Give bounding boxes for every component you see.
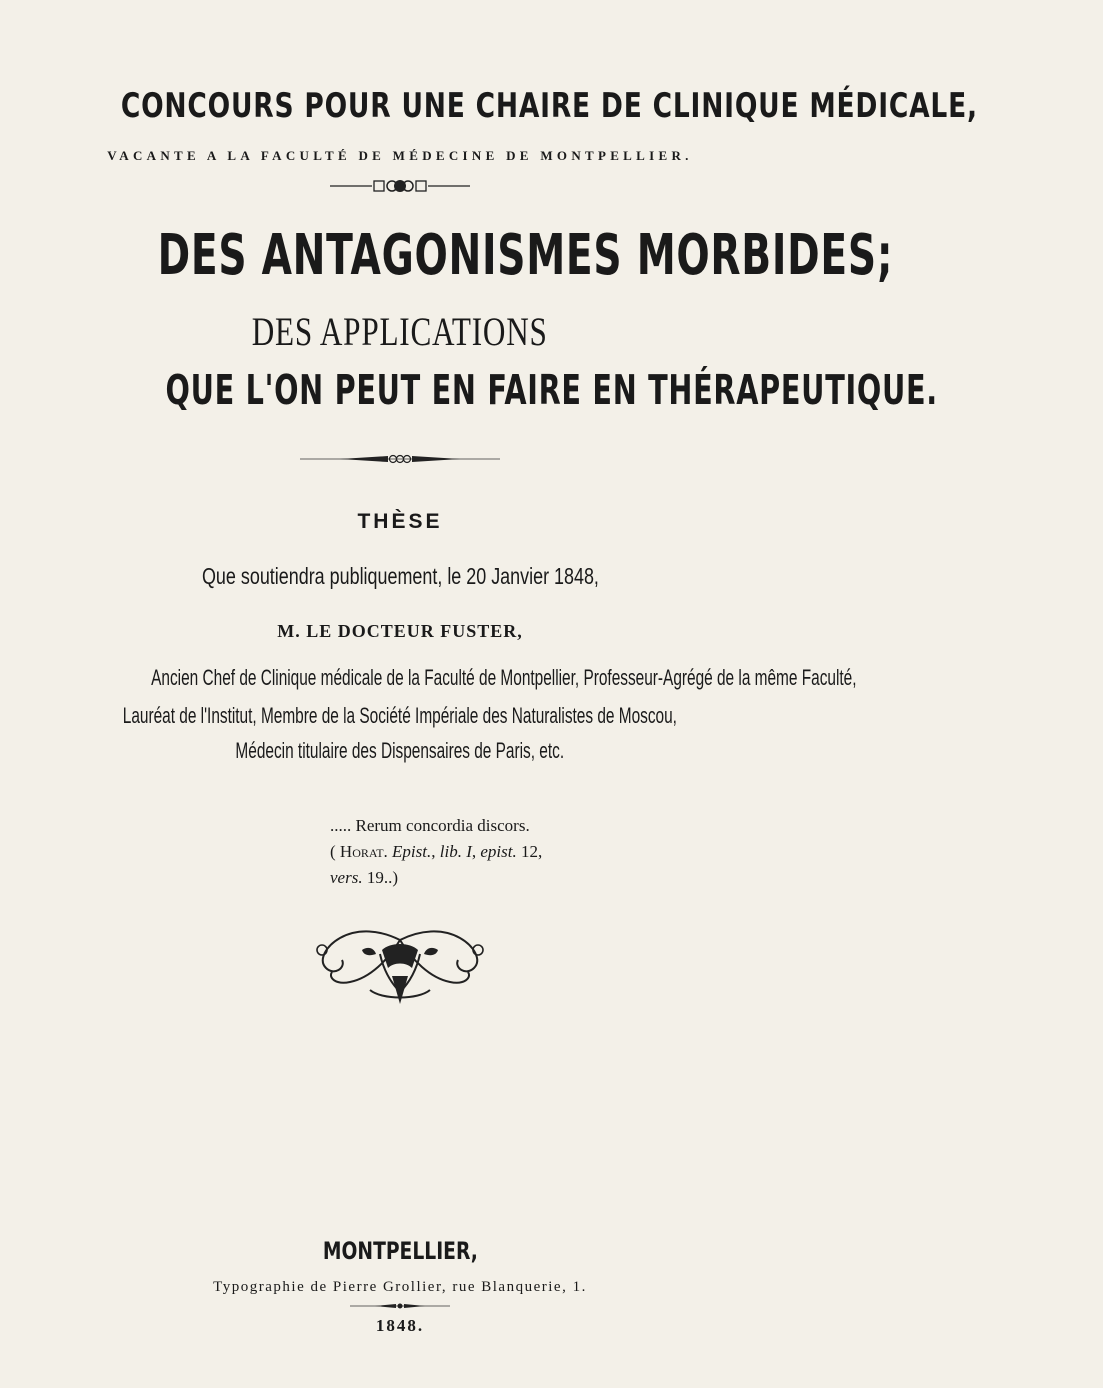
- imprint-city: MONTPELLIER,: [322, 1237, 478, 1265]
- epigraph-text: ..... Rerum concordia discors.: [330, 816, 530, 835]
- ornament-rule-top: [0, 175, 800, 197]
- ornament-rule-middle: [0, 452, 800, 466]
- vacante-subheading: VACANTE A LA FACULTÉ DE MÉDECINE DE MONTPELLIER.: [107, 148, 693, 163]
- these-label: THÈSE: [357, 510, 443, 533]
- epigraph-citation: ( Horat. Epist., lib. I, epist. 12,: [330, 842, 543, 861]
- concours-heading: CONCOURS POUR UNE CHAIRE DE CLINIQUE MÉDICALE,: [120, 86, 978, 126]
- defense-line: Que soutiendra publiquement, le 20 Janvier 1848,: [201, 563, 599, 589]
- title-line-3: QUE L'ON PEUT EN FAIRE EN THÉRAPEUTIQUE.: [165, 366, 938, 414]
- ornament-rule-bottom: [0, 1302, 800, 1310]
- imprint-year: 1848.: [375, 1316, 425, 1335]
- imprint-printer: Typographie de Pierre Grollier, rue Blanquerie, 1.: [213, 1279, 587, 1295]
- author-qualification-2: Lauréat de l'Institut, Membre de la Société Impériale des Naturalistes de Moscou,: [122, 703, 678, 728]
- printer-vignette: [0, 920, 800, 1012]
- title-line-2: DES APPLICATIONS: [252, 309, 548, 354]
- author-qualification-3: Médecin titulaire des Dispensaires de Paris, etc.: [235, 738, 565, 763]
- title-line-1: DES ANTAGONISMES MORBIDES;: [157, 223, 894, 288]
- epigraph-verse: vers. 19..): [330, 868, 398, 887]
- author-qualification-1: Ancien Chef de Clinique médicale de la Faculté de Montpellier, Professeur-Agrégé de la même Faculté,: [151, 665, 857, 690]
- author-line: M. LE DOCTEUR FUSTER,: [277, 621, 523, 641]
